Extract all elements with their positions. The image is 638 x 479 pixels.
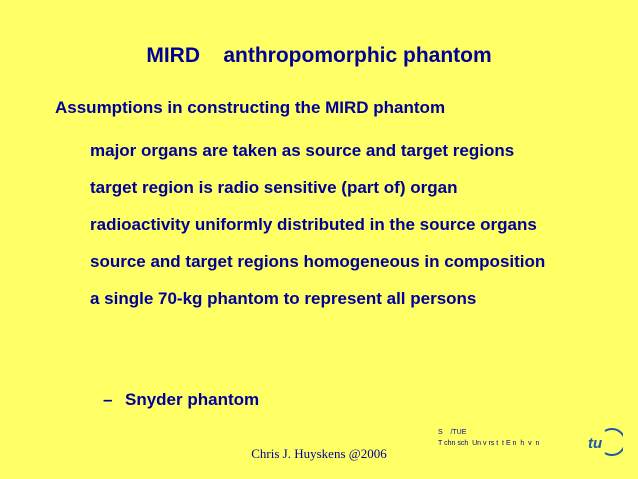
- dash-icon: –: [103, 390, 113, 409]
- bullet-text: source and target regions homogeneous in composition: [90, 252, 546, 271]
- bullet-item: [60, 176, 590, 199]
- org-line-1: S /TUE: [438, 429, 467, 436]
- logo-text: tu: [588, 435, 603, 452]
- slide-title: MIRD anthropomorphic phantom: [146, 44, 492, 67]
- bullet-item: [60, 139, 590, 162]
- assumptions-heading: Assumptions in constructing the MIRD phantom: [55, 98, 446, 117]
- bullet-text: target region is radio sensitive (part of) organ: [90, 178, 458, 197]
- author-text: Chris J. Huyskens @2006: [251, 446, 387, 461]
- bullet-text: radioactivity uniformly distributed in the source organs: [90, 215, 537, 234]
- bullet-list: [60, 139, 590, 324]
- bullet-text: major organs are taken as source and target regions: [90, 141, 515, 160]
- bullet-item: [60, 213, 590, 236]
- sub-bullet: [103, 390, 259, 410]
- footer-author: [0, 446, 638, 462]
- org-line-2: T chn sch Un v rs t t E n h v n: [438, 440, 540, 447]
- sub-bullet-text: Snyder phantom: [125, 390, 260, 409]
- bullet-item: [60, 287, 590, 310]
- bullet-item: [60, 250, 590, 273]
- bullet-text: a single 70-kg phantom to represent all persons: [90, 289, 477, 308]
